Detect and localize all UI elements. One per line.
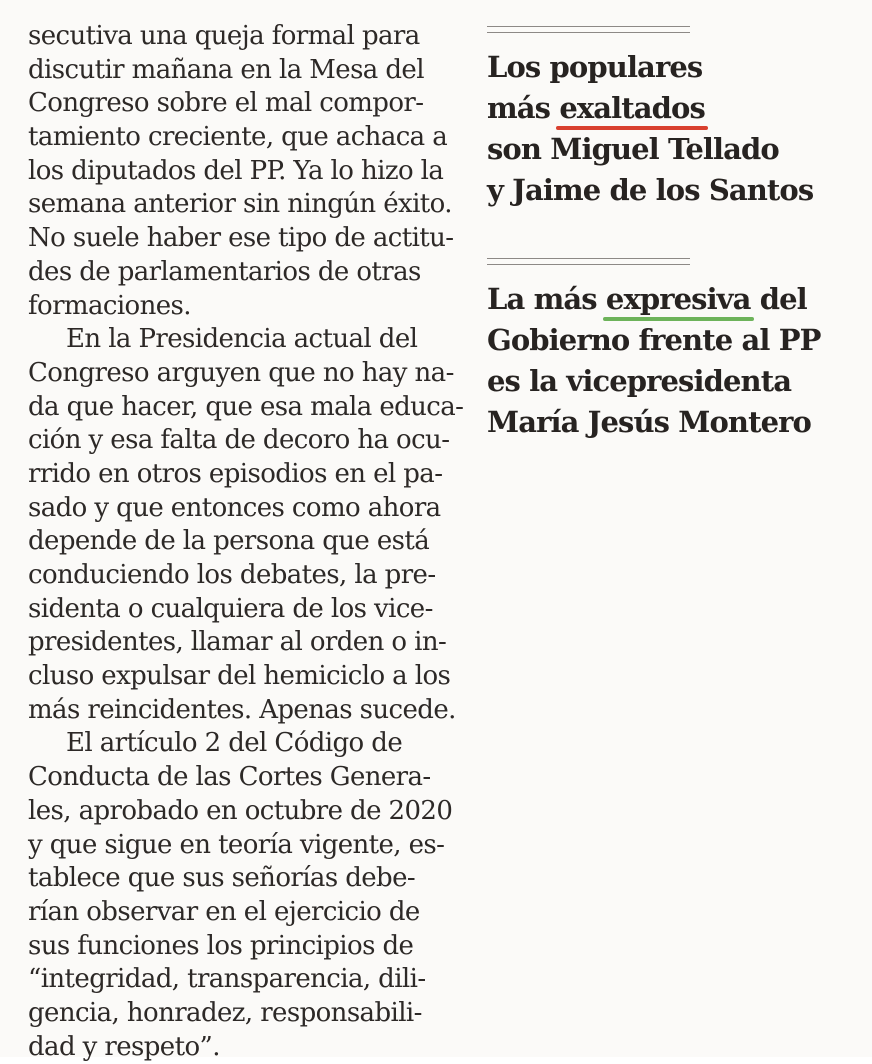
article-line: depende de la persona que está <box>28 526 430 557</box>
pull-quote-line <box>487 88 857 129</box>
article-line: rían observar en el ejercicio de <box>28 896 420 927</box>
article-line: En la Presidencia actual del <box>66 324 418 355</box>
article-line: rrido en otros episodios en el pa- <box>28 458 443 489</box>
article-line: los diputados del PP. Ya lo hizo la <box>28 155 444 186</box>
article-line: ción y esa falta de decoro ha ocu- <box>28 425 450 456</box>
article-line: “integridad, transparencia, dili- <box>28 964 426 995</box>
pull-quote-line: Gobierno frente al PP <box>487 323 821 357</box>
article-line: cluso expulsar del hemiciclo a los <box>28 661 451 692</box>
article-line: formaciones. <box>28 290 191 321</box>
cropped-next-line <box>28 1050 448 1057</box>
pull-quote-line: son Miguel Tellado <box>487 132 779 166</box>
article-line: Congreso arguyen que no hay na- <box>28 357 454 388</box>
article-line: tablece que sus señorías debe- <box>28 863 416 894</box>
article-line: da que hacer, que esa mala educa- <box>28 391 464 422</box>
pull-quote-rule <box>487 26 690 33</box>
article-line: discutir mañana en la Mesa del <box>28 54 424 85</box>
pull-quote-text: más <box>487 91 560 125</box>
pull-quote-line: es la vicepresidenta <box>487 364 792 398</box>
article-line: presidentes, llamar al orden o in- <box>28 627 447 658</box>
pull-quote-1 <box>487 26 857 211</box>
highlighted-word-expresiva: expresiva <box>606 279 751 320</box>
article-line: y que sigue en teoría vigente, es- <box>28 829 445 860</box>
article-line: conduciendo los debates, la pre- <box>28 560 436 590</box>
article-line: semana anterior sin ningún éxito. <box>28 189 452 220</box>
article-line: Conducta de las Cortes Genera- <box>28 762 431 793</box>
article-line: tamiento creciente, que achaca a <box>28 122 448 153</box>
article-line: más reincidentes. Apenas sucede. <box>28 694 456 725</box>
article-line: El artículo 2 del Código de <box>66 728 403 759</box>
article-body <box>28 20 464 1064</box>
pull-quote-text: La más <box>487 282 606 316</box>
article-line: des de parlamentarios de otras <box>28 256 421 287</box>
article-line: gencia, honradez, responsabili- <box>28 997 422 1028</box>
article-line: No suele haber ese tipo de actitu- <box>28 223 454 254</box>
pull-quote-line: María Jesús Montero <box>487 405 811 439</box>
pull-quote-line <box>487 279 857 320</box>
article-line: dad y respeto”. <box>28 1031 220 1062</box>
article-line: les, aprobado en octubre de 2020 <box>28 795 453 826</box>
pull-quote-2 <box>487 258 857 443</box>
article-line: secutiva una queja formal para <box>28 21 420 51</box>
highlighted-word-exaltados: exaltados <box>559 88 705 129</box>
pull-quote-line: y Jaime de los Santos <box>487 173 814 207</box>
article-line: sado y que entonces como ahora <box>28 492 441 523</box>
article-line: sidenta o cualquiera de los vice- <box>28 593 433 624</box>
pull-quote-rule <box>487 258 690 265</box>
article-line: Congreso sobre el mal compor- <box>28 88 424 119</box>
pull-quote-line: Los populares <box>487 50 703 84</box>
article-line: sus funciones los principios de <box>28 930 414 961</box>
pull-quote-text: del <box>750 282 807 316</box>
